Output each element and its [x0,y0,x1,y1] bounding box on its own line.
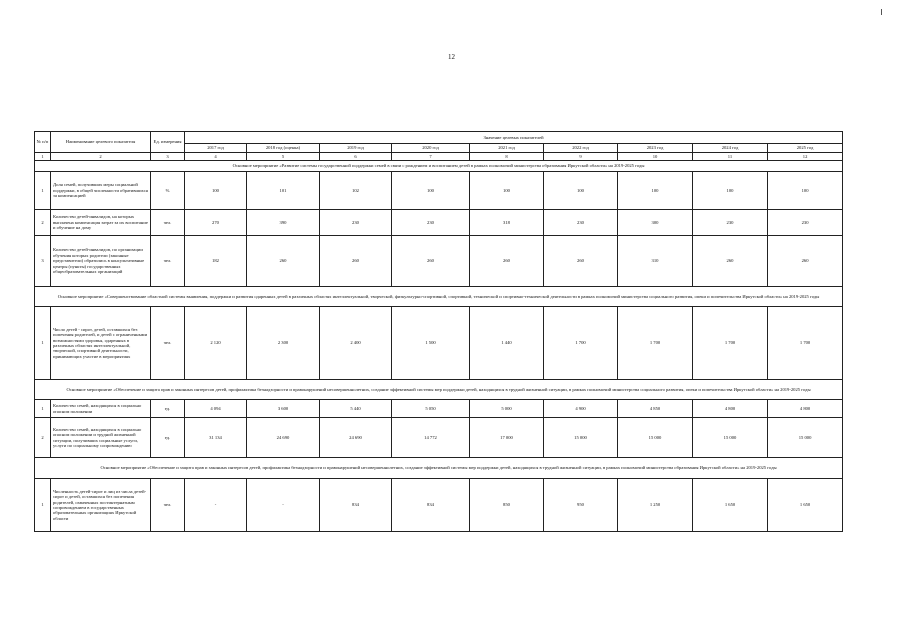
value-cell: 182 [185,236,247,287]
value-cell: 100 [693,172,768,210]
value-cell: 260 [544,236,618,287]
value-cell: 1 700 [768,307,843,380]
indicator-name: Доля семей, получивших меры социальной поддержки, в общей численности обратившихся за компенсацией [51,172,151,210]
table-row [35,479,843,532]
value-cell: 834 [320,479,392,532]
header-values-group: Значение целевых показателей [185,132,843,144]
value-cell: 102 [320,172,392,210]
value-cell: 100 [392,172,470,210]
unit-cell: чел. [151,210,185,236]
col-number: 4 [185,153,247,161]
value-cell: 1 500 [392,307,470,380]
header-year: 2024 год [693,144,768,153]
value-cell: 950 [544,479,618,532]
value-cell: 4 900 [544,400,618,418]
value-cell: 4 800 [768,400,843,418]
table-row [35,172,843,210]
value-cell: 100 [185,172,247,210]
unit-cell: чел. [151,479,185,532]
value-cell: 1 700 [544,307,618,380]
col-number: 3 [151,153,185,161]
value-cell: 318 [470,210,544,236]
col-number: 8 [470,153,544,161]
unit-cell: ед. [151,418,185,458]
col-number: 7 [392,153,470,161]
value-cell: 101 [247,172,320,210]
value-cell: - [247,479,320,532]
value-cell: 1 650 [768,479,843,532]
value-cell: 4 850 [618,400,693,418]
section-title: Основное мероприятие «Совершенствование областной системы выявления, поддержки и развития одаренных детей в различных областях интеллектуальной, творческой, физкультурно-спортивной, спортивной, технической и спортивно-технической деятельности в рамках полномочий министерства социального развития, опеки и попечительства Иркутской области» на 2019-2025 годы [35,287,843,307]
row-number: 1 [35,307,51,380]
column-numbers-row [35,153,843,161]
col-number: 5 [247,153,320,161]
value-cell: 230 [693,210,768,236]
col-number: 2 [51,153,151,161]
table-row [35,210,843,236]
page-number: 12 [448,53,455,61]
value-cell: 230 [392,210,470,236]
value-cell: 15 000 [768,418,843,458]
header-year: 2018 год (оценка) [247,144,320,153]
value-cell: - [185,479,247,532]
col-number: 6 [320,153,392,161]
indicator-name: Численность детей-сирот и лиц из числа детей-сирот и детей, оставшихся без попечения родителей, охваченных постинтернатным сопровождением в государственных образовательных организациях Иркутской области [51,479,151,532]
value-cell: 100 [768,172,843,210]
value-cell: 4 800 [693,400,768,418]
col-number: 10 [618,153,693,161]
value-cell: 1 440 [470,307,544,380]
value-cell: 260 [392,236,470,287]
value-cell: 230 [320,210,392,236]
col-number: 1 [35,153,51,161]
table-row [35,418,843,458]
value-cell: 270 [185,210,247,236]
table-row [35,236,843,287]
value-cell: 260 [470,236,544,287]
value-cell: 100 [618,172,693,210]
col-number: 12 [768,153,843,161]
value-cell: 24 690 [320,418,392,458]
value-cell: 310 [618,236,693,287]
value-cell: 17 000 [470,418,544,458]
unit-cell: чел. [151,307,185,380]
section-row [35,458,843,479]
row-number: 1 [35,479,51,532]
target-indicators-table [34,131,843,532]
indicator-name: Количество детей-инвалидов, по организации обучения которых родители (законные представители) обратились в консультативные центры (пункты) государственных общеобразовательных организаций [51,236,151,287]
value-cell: 1 700 [693,307,768,380]
value-cell: 2 300 [247,307,320,380]
section-title: Основное мероприятие «Развитие системы государственной поддержки семей в связи с рождением и воспитанием детей в рамках полномочий министерства образования Иркутской области» на 2019-2025 годы [35,161,843,172]
value-cell: 834 [392,479,470,532]
section-title: Основное мероприятие «Обеспечение и защита прав и законных интересов детей, профилактика безнадзорности и правонарушений несовершеннолетних, создание эффективной системы мер поддержки детей, находящихся в трудной жизненной ситуации, в рамках полномочий министерства образования Иркутской области» на 2019-2025 годы [35,458,843,479]
row-number: 1 [35,400,51,418]
section-title: Основное мероприятие «Обеспечение и защита прав и законных интересов детей, профилактика безнадзорности и правонарушений несовершеннолетних, создание эффективной системы мер поддержки детей, находящихся в трудной жизненной ситуации, в рамках полномочий министерства социального развития, опеки и попечительства Иркутской области» на 2019-2025 годы [35,380,843,400]
value-cell: 260 [320,236,392,287]
section-row [35,380,843,400]
value-cell: 14 772 [392,418,470,458]
value-cell: 4 094 [185,400,247,418]
value-cell: 1 650 [693,479,768,532]
header-row [35,132,843,144]
value-cell: 100 [470,172,544,210]
section-row [35,287,843,307]
value-cell: 31 134 [185,418,247,458]
value-cell: 1 700 [618,307,693,380]
value-cell: 24 690 [247,418,320,458]
header-year: 2022 год [544,144,618,153]
unit-cell: ед. [151,400,185,418]
header-name: Наименование целевого показателя [51,132,151,153]
value-cell: 230 [544,210,618,236]
header-year: 2017 год [185,144,247,153]
value-cell: 300 [618,210,693,236]
value-cell: 260 [693,236,768,287]
header-year: 2021 год [470,144,544,153]
value-cell: 5 050 [392,400,470,418]
value-cell: 2 400 [320,307,392,380]
col-number: 9 [544,153,618,161]
value-cell: 5 440 [320,400,392,418]
header-year: 2019 год [320,144,392,153]
indicator-name: Количество семей, находящихся в социально опасном положении и трудной жизненной ситуации, получивших социальные услуги, услуги по социальному сопровождению [51,418,151,458]
header-year: 2025 год [768,144,843,153]
indicator-name: Число детей - сирот, детей, оставшихся без попечения родителей, и детей с ограниченными возможностями здоровья, одаренных в различных областях интеллектуальной, творческой, спортивной деятельности, принимающих участие в мероприятиях [51,307,151,380]
header-unit: Ед. измерения [151,132,185,153]
table-row [35,307,843,380]
value-cell: 230 [768,210,843,236]
value-cell: 15 000 [693,418,768,458]
row-number: 2 [35,418,51,458]
value-cell: 260 [768,236,843,287]
header-num: № п/п [35,132,51,153]
row-number: 3 [35,236,51,287]
header-year: 2020 год [392,144,470,153]
unit-cell: % [151,172,185,210]
value-cell: 260 [247,236,320,287]
scan-mark [881,9,882,15]
unit-cell: чел. [151,236,185,287]
value-cell: 850 [470,479,544,532]
value-cell: 15 000 [618,418,693,458]
value-cell: 5 000 [470,400,544,418]
indicator-name: Количество детей-инвалидов, на которых выплачена компенсация затрат за их воспитание и обучение на дому [51,210,151,236]
indicator-name: Количество семей, находящихся в социально опасном положении [51,400,151,418]
row-number: 2 [35,210,51,236]
table-row [35,400,843,418]
row-number: 1 [35,172,51,210]
value-cell: 3 600 [247,400,320,418]
header-year: 2023 год [618,144,693,153]
value-cell: 100 [544,172,618,210]
section-row [35,161,843,172]
value-cell: 1 250 [618,479,693,532]
value-cell: 2 120 [185,307,247,380]
value-cell: 390 [247,210,320,236]
value-cell: 15 000 [544,418,618,458]
col-number: 11 [693,153,768,161]
